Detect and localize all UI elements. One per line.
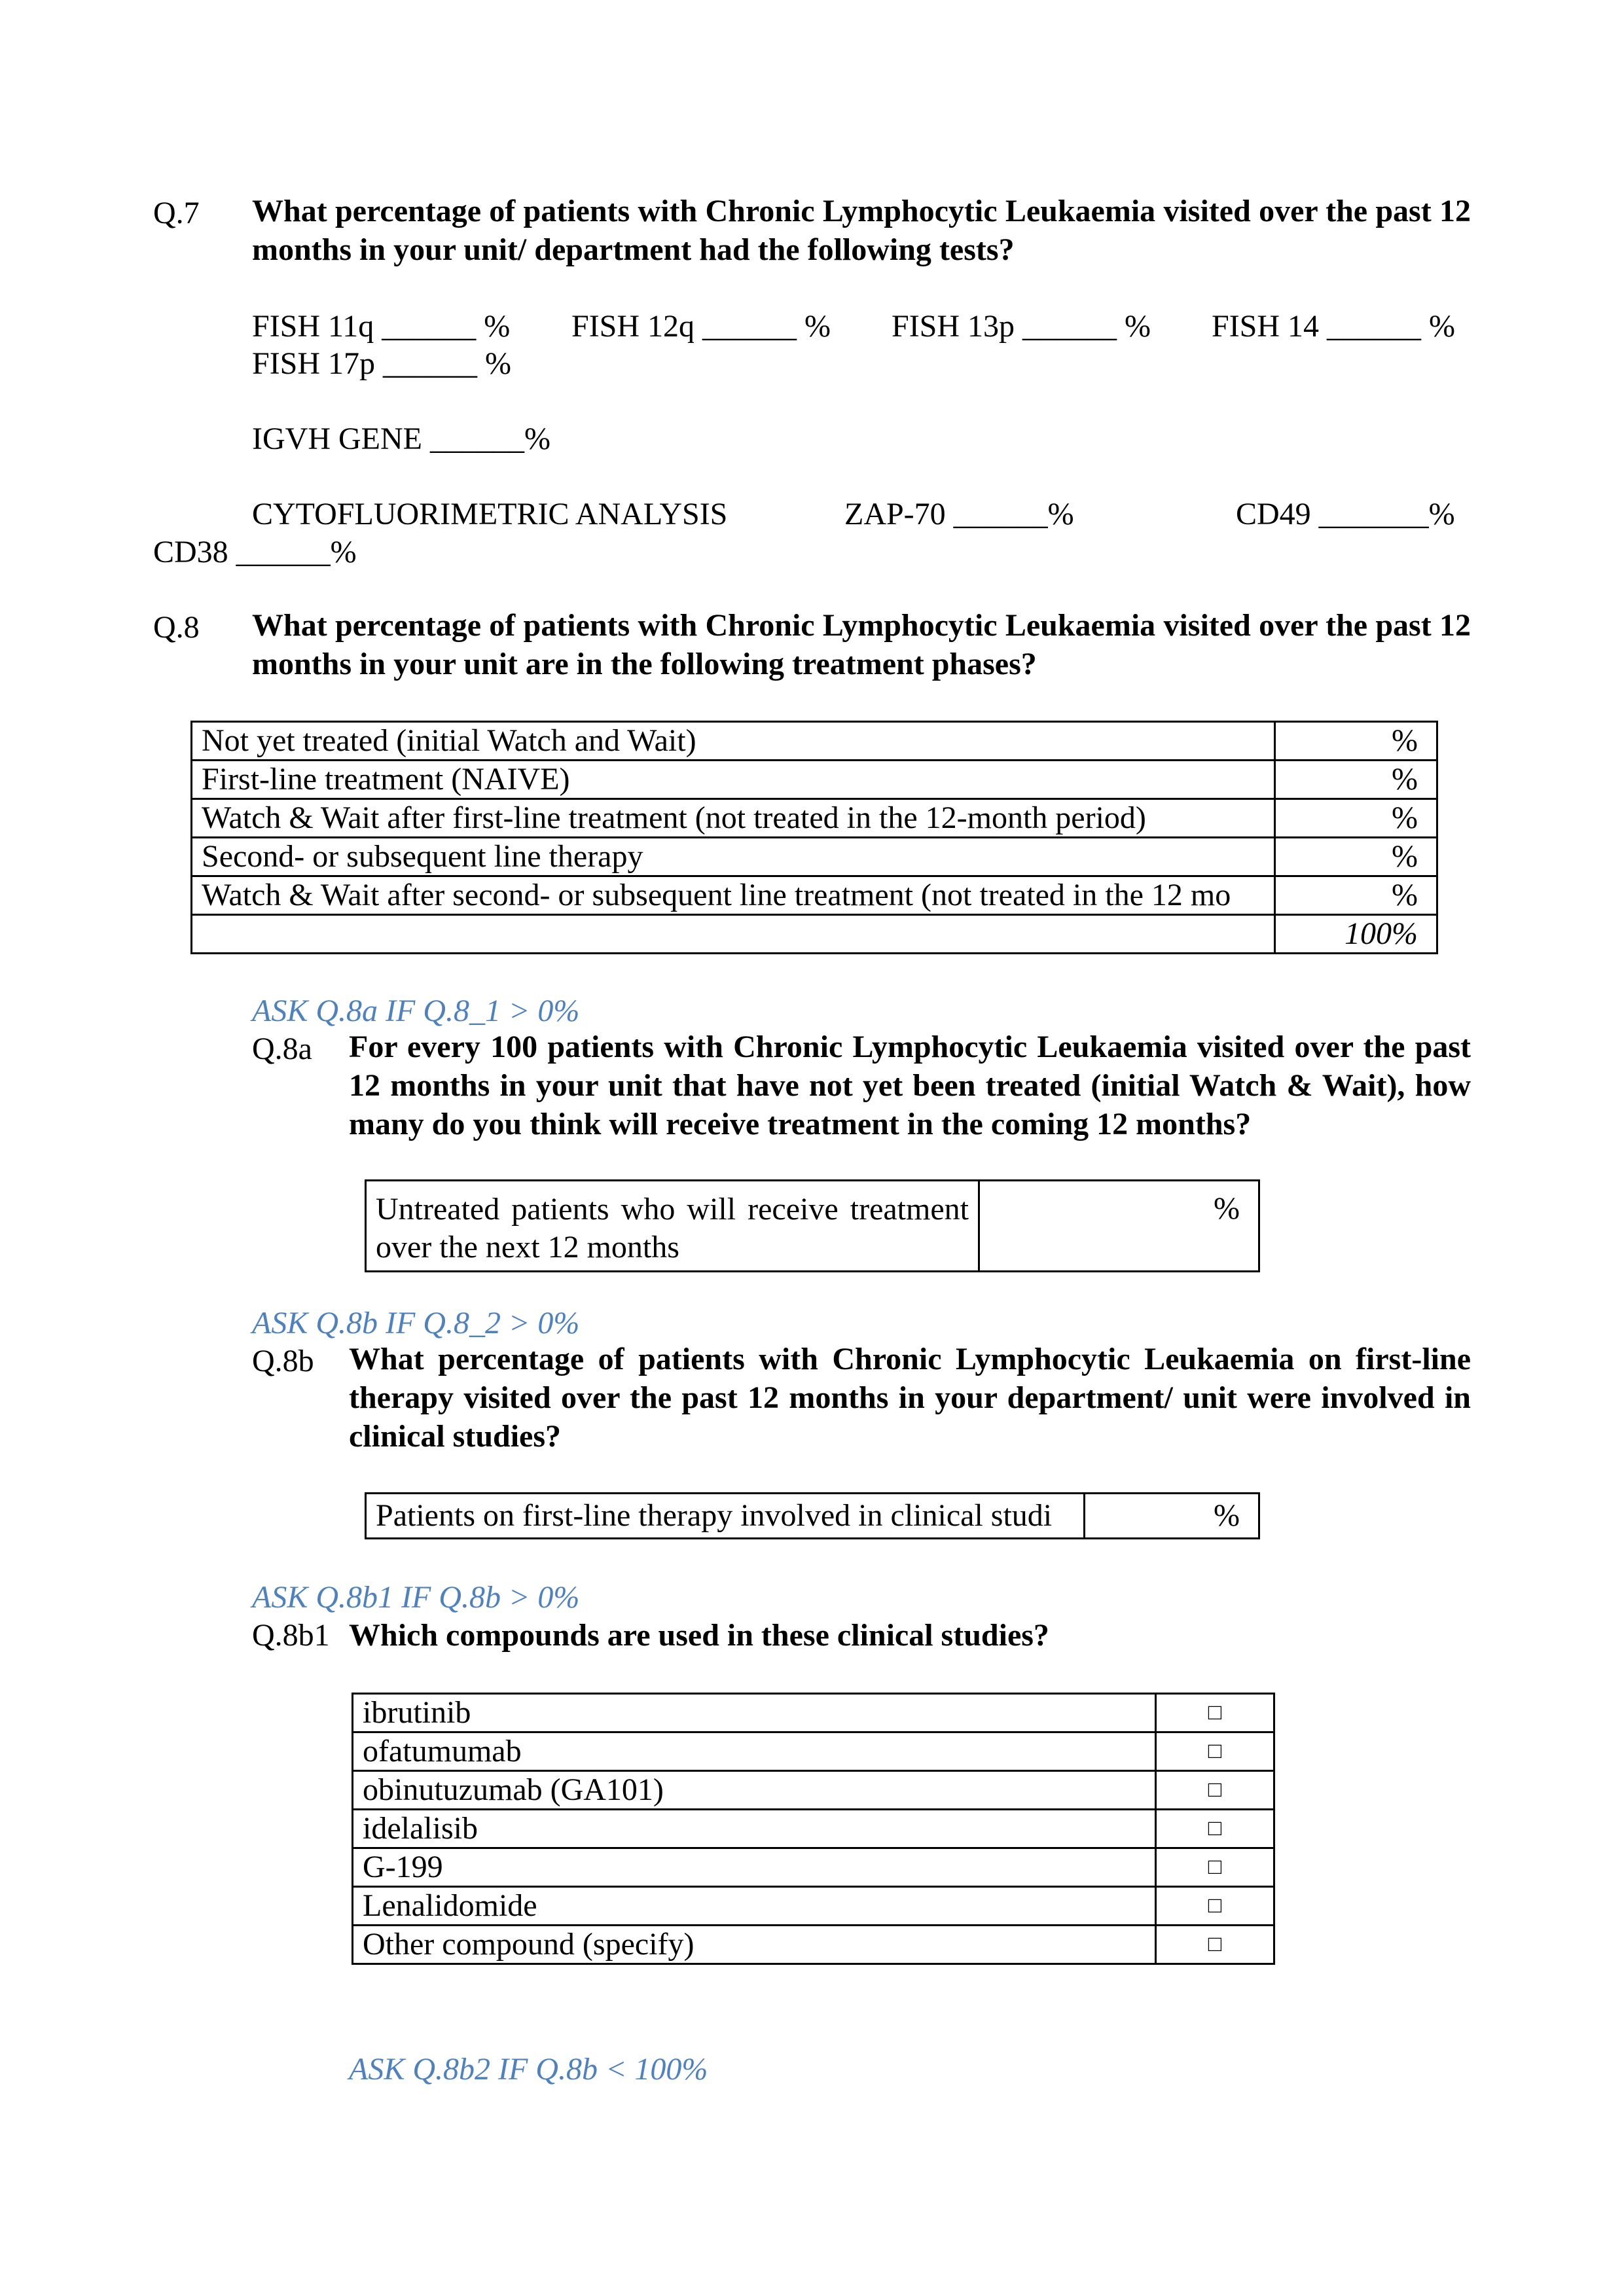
q8-row-label: Not yet treated (initial Watch and Wait) — [192, 722, 1275, 761]
q8a-instruction: ASK Q.8a IF Q.8_1 > 0% — [252, 994, 580, 1028]
table-row — [192, 838, 1437, 876]
q8-row-percent-input[interactable]: % — [1275, 799, 1437, 838]
q7-igvh-gene[interactable]: IGVH GENE ______% — [252, 422, 550, 456]
table-row — [353, 1848, 1274, 1887]
checkbox-icon[interactable]: □ — [1156, 1926, 1274, 1964]
q8-treatment-phase-table — [190, 721, 1438, 954]
checkbox-icon[interactable]: □ — [1156, 1810, 1274, 1848]
table-row — [353, 1732, 1274, 1771]
q8b-number: Q.8b — [252, 1344, 314, 1378]
q8b2-instruction: ASK Q.8b2 IF Q.8b < 100% — [349, 2052, 708, 2087]
q7-fish-17p[interactable]: FISH 17p ______ % — [252, 346, 512, 381]
table-row — [192, 915, 1437, 954]
compound-label: idelalisib — [353, 1810, 1156, 1848]
q8-row-percent-input[interactable]: % — [1275, 876, 1437, 915]
q8a-row-label: Untreated patients who will receive treatment over the next 12 months — [366, 1181, 979, 1272]
checkbox-icon[interactable]: □ — [1156, 1694, 1274, 1732]
q7-question: What percentage of patients with Chronic Lymphocytic Leukaemia visited over the past 12 months in your unit/ department had the following tests? — [252, 194, 1471, 267]
q8b1-number: Q.8b1 — [252, 1618, 330, 1653]
q8-total-value: 100% — [1275, 915, 1437, 954]
q7-cd38[interactable]: CD38 ______% — [153, 535, 357, 569]
q7-fish-13p[interactable]: FISH 13p ______ % — [892, 309, 1151, 344]
q8-row-label: First-line treatment (NAIVE) — [192, 761, 1275, 799]
q8-row-label: Watch & Wait after first-line treatment (not treated in the 12-month period) — [192, 799, 1275, 838]
table-row — [353, 1926, 1274, 1964]
compound-label: obinutuzumab (GA101) — [353, 1771, 1156, 1810]
q8b-instruction: ASK Q.8b IF Q.8_2 > 0% — [252, 1306, 580, 1340]
q7-fish-12q[interactable]: FISH 12q ______ % — [571, 309, 831, 344]
checkbox-icon[interactable]: □ — [1156, 1771, 1274, 1810]
q8-row-label: Second- or subsequent line therapy — [192, 838, 1275, 876]
q8-row-percent-input[interactable]: % — [1275, 761, 1437, 799]
compound-label: ofatumumab — [353, 1732, 1156, 1771]
q8b-table — [365, 1492, 1260, 1539]
compound-label: Lenalidomide — [353, 1887, 1156, 1926]
q7-number: Q.7 — [153, 196, 200, 230]
table-row — [353, 1694, 1274, 1732]
checkbox-icon[interactable]: □ — [1156, 1848, 1274, 1887]
q8a-table — [365, 1179, 1260, 1272]
q8b-row-label: Patients on first-line therapy involved in clinical studi — [366, 1494, 1085, 1539]
table-row — [366, 1181, 1259, 1272]
q8b1-compound-table — [352, 1693, 1275, 1965]
q8b-question: What percentage of patients with Chronic Lymphocytic Leukaemia on first-line therapy visited over the past 12 months in your department/ unit were involved in clinical studies? — [349, 1342, 1471, 1454]
q8b1-question: Which compounds are used in these clinical studies? — [349, 1618, 1049, 1653]
table-row — [353, 1887, 1274, 1926]
q8a-question: For every 100 patients with Chronic Lymphocytic Leukaemia visited over the past 12 months in your unit that have not yet been treated (initial Watch & Wait), how many do you think will receive treatment in the coming 12 months? — [349, 1030, 1471, 1141]
compound-label: Other compound (specify) — [353, 1926, 1156, 1964]
q8-total-label — [192, 915, 1275, 954]
table-row — [353, 1771, 1274, 1810]
q8a-number: Q.8a — [252, 1031, 312, 1066]
table-row — [192, 722, 1437, 761]
q7-cd49[interactable]: CD49 _______% — [1236, 497, 1455, 531]
q8-number: Q.8 — [153, 610, 200, 645]
q8-row-percent-input[interactable]: % — [1275, 838, 1437, 876]
q7-zap70[interactable]: ZAP-70 ______% — [844, 497, 1074, 531]
checkbox-icon[interactable]: □ — [1156, 1887, 1274, 1926]
q8-row-label: Watch & Wait after second- or subsequent line treatment (not treated in the 12 mo — [192, 876, 1275, 915]
checkbox-icon[interactable]: □ — [1156, 1732, 1274, 1771]
table-row — [192, 876, 1437, 915]
q8-row-percent-input[interactable]: % — [1275, 722, 1437, 761]
q7-fish-14[interactable]: FISH 14 ______ % — [1212, 309, 1456, 344]
q8a-percent-input[interactable]: % — [979, 1181, 1259, 1272]
compound-label: ibrutinib — [353, 1694, 1156, 1732]
q8b1-instruction: ASK Q.8b1 IF Q.8b > 0% — [252, 1580, 580, 1615]
table-row — [192, 799, 1437, 838]
q7-cytofluorimetric-label: CYTOFLUORIMETRIC ANALYSIS — [252, 497, 728, 531]
q8-question: What percentage of patients with Chronic Lymphocytic Leukaemia visited over the past 12 months in your unit are in the following treatment phases? — [252, 608, 1471, 681]
table-row — [192, 761, 1437, 799]
compound-label: G-199 — [353, 1848, 1156, 1887]
table-row — [366, 1494, 1259, 1539]
q7-fish-11q[interactable]: FISH 11q ______ % — [252, 309, 511, 344]
q8b-percent-input[interactable]: % — [1085, 1494, 1259, 1539]
table-row — [353, 1810, 1274, 1848]
